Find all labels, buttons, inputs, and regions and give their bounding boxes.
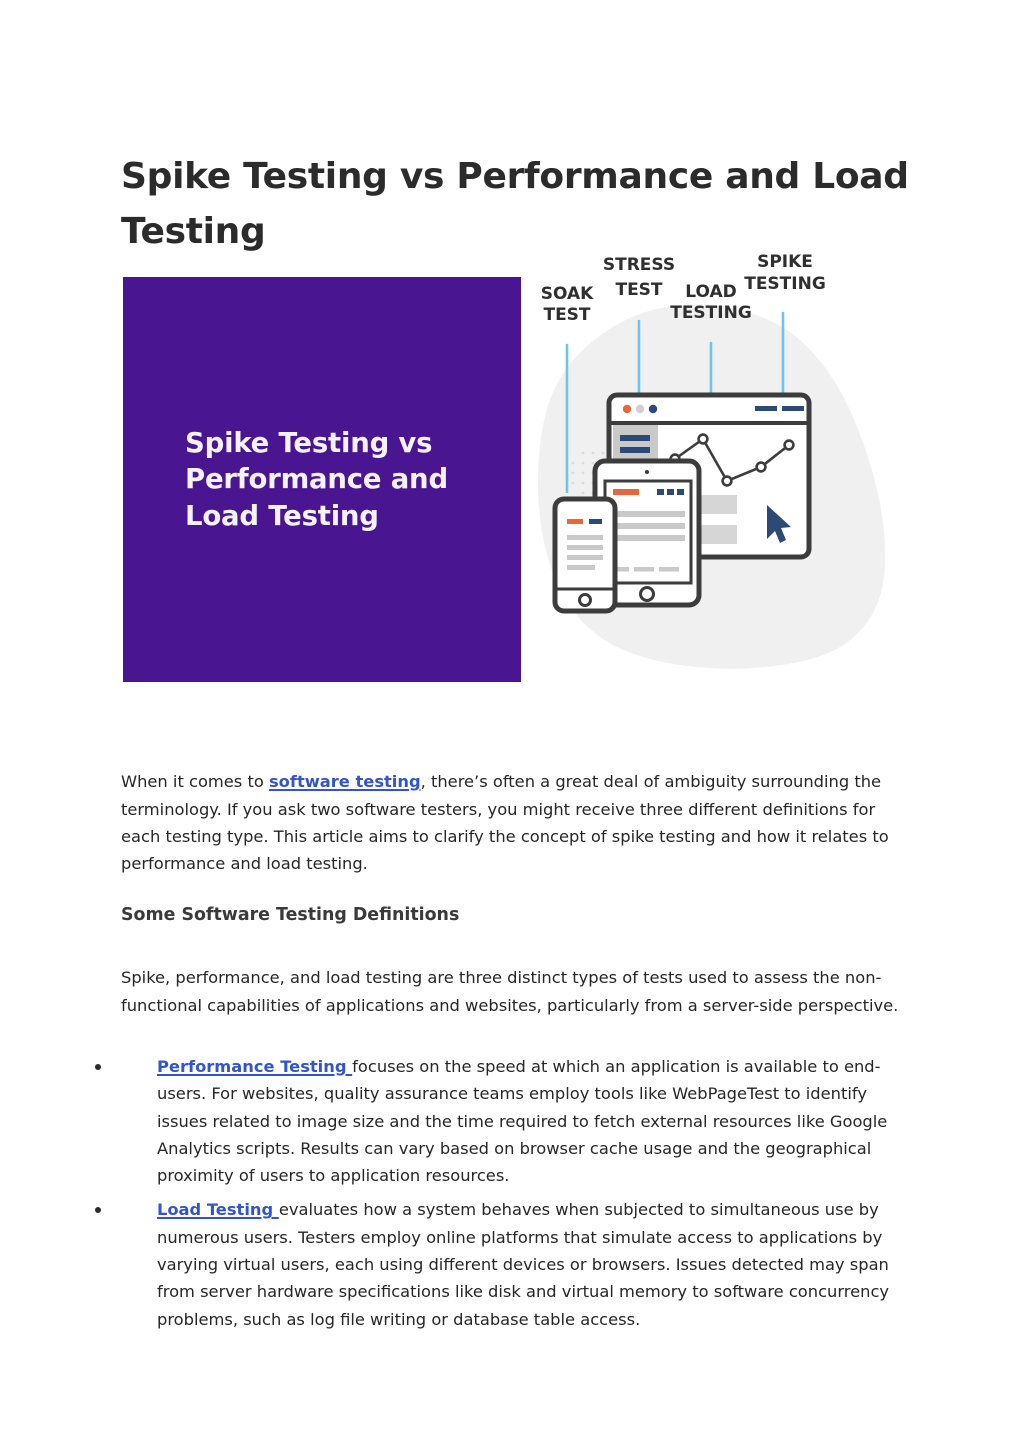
figure-purple-panel (123, 277, 521, 682)
testing-types-illustration (521, 252, 889, 683)
label-load-testing-line-2: TESTING (670, 303, 752, 323)
article-figure (123, 252, 889, 683)
performance-testing-link[interactable]: Performance Testing (157, 1057, 353, 1076)
browser-dot-red (623, 405, 631, 413)
label-soak-test-line-1: SOAK (540, 284, 594, 304)
list-item (121, 1196, 911, 1332)
label-spike-testing-line-2: TESTING (744, 274, 826, 294)
browser-dot-gray (636, 405, 644, 413)
definitions-paragraph: Spike, performance, and load testing are three distinct types of tests used to assess the non-functional capabilities of applications and websites, particularly from a server-side perspective. (121, 968, 899, 1015)
list-item (121, 1053, 911, 1189)
performance-testing-text: focuses on the speed at which an application is available to end-users. For websites, quality assurance teams employ tools like WebPageTest to identify issues related to image size and the time required to fetch external resources like Google Analytics scripts. Results can vary based on browser cache usage and the geographical proximity of users to application resources. (157, 1057, 888, 1186)
definitions-list (121, 1053, 911, 1340)
label-spike-testing-line-1: SPIKE (757, 252, 813, 272)
load-testing-text: evaluates how a system behaves when subjected to simultaneous use by numerous users. Testers employ online platforms that simulate access to applications by varying virtual users, each using different devices or browsers. Issues detected may span from server hardware specifications like disk and virtual memory to software concurrency problems, such as log file writing or database table access. (157, 1200, 890, 1329)
figure-panel-heading (185, 425, 505, 534)
intro-before-link: When it comes to (121, 772, 269, 792)
intro-after-link: , there’s often a great deal of ambiguity surrounding the terminology. If you ask two software testers, you might receive three different definitions for each testing type. This article aims to clarify the concept of spike testing and how it relates to performance and load testing. (121, 772, 889, 874)
label-stress-test-line-2: TEST (615, 280, 663, 300)
software-testing-link[interactable]: software testing (268, 772, 421, 792)
load-testing-link[interactable]: Load Testing (157, 1200, 279, 1220)
label-load-testing-line-1: LOAD (685, 282, 737, 302)
label-soak-test-line-2: TEST (543, 305, 591, 325)
intro-paragraph (121, 768, 903, 877)
illustration-smartphone (555, 499, 615, 611)
label-stress-test-line-1: STRESS (602, 255, 676, 275)
browser-dot-navy (649, 405, 657, 413)
figure-panel-heading-line-3: Load Testing (185, 499, 379, 532)
figure-panel-heading-line-2: Performance and (185, 463, 448, 496)
page-title: Spike Testing vs Performance and Load Testing (121, 156, 909, 252)
figure-panel-heading-line-1: Spike Testing vs (185, 427, 433, 459)
section-heading: Some Software Testing Definitions (121, 905, 460, 926)
